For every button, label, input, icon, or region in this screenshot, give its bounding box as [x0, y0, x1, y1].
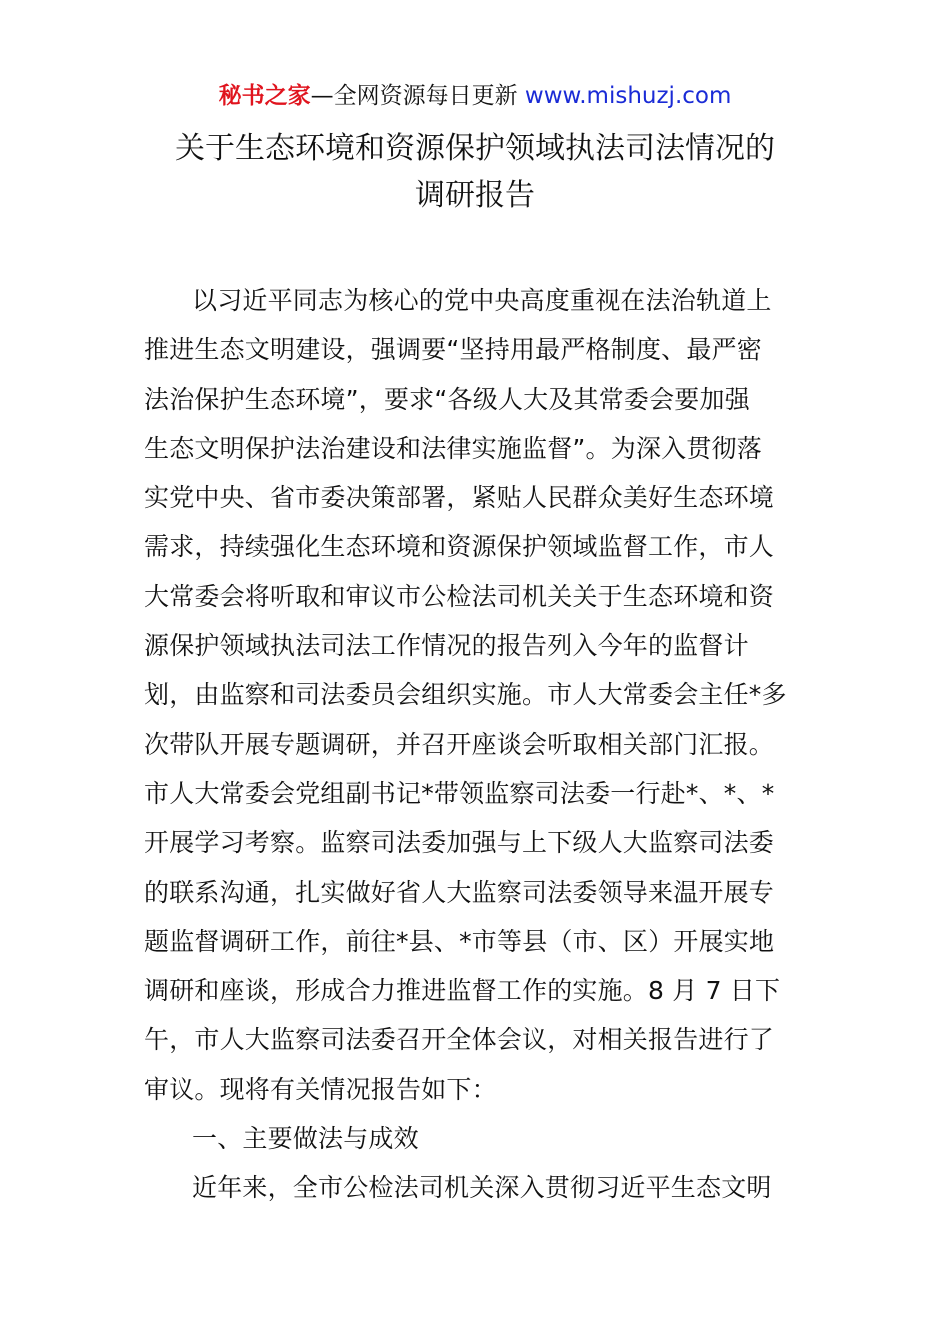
paragraph-line: 审议。现将有关情况报告如下：	[144, 1074, 497, 1104]
document-title-line-2: 调研报告	[415, 178, 535, 213]
paragraph-line: 的联系沟通，扎实做好省人大监察司法委领导来温开展专	[144, 877, 775, 907]
paragraph-line: 以习近平同志为核心的党中央高度重视在法治轨道上	[192, 286, 772, 315]
section-heading: 一、主要做法与成效	[192, 1124, 419, 1154]
paragraph-line: 需求，持续强化生态环境和资源保护领域监督工作，市人	[144, 532, 775, 562]
paragraph-line: 市人大常委会党组副书记*带领监察司法委一行赴*、*、*	[144, 778, 775, 808]
document-title-line-1: 关于生态环境和资源保护领域执法司法情况的	[175, 131, 775, 166]
paragraph-line: 开展学习考察。监察司法委加强与上下级人大监察司法委	[144, 828, 775, 858]
paragraph-line: 题监督调研工作，前往*县、*市等县（市、区）开展实地	[144, 926, 775, 956]
header-tagline: —全网资源每日更新	[310, 83, 525, 109]
paragraph-line: 生态文明保护法治建设和法律实施监督”。为深入贯彻落	[144, 433, 762, 463]
paragraph-line: 调研和座谈，形成合力推进监督工作的实施。8 月 7 日下	[144, 976, 781, 1006]
paragraph-line: 推进生态文明建设，强调要“坚持用最严格制度、最严密	[144, 335, 762, 365]
paragraph-line: 法治保护生态环境”，要求“各级人大及其常委会要加强	[144, 384, 750, 414]
paragraph-line: 午，市人大监察司法委召开全体会议，对相关报告进行了	[144, 1025, 775, 1055]
site-header	[0, 80, 950, 112]
site-url-link[interactable]: www.mishuzj.com	[524, 83, 732, 109]
paragraph-line: 近年来，全市公检法司机关深入贯彻习近平生态文明	[192, 1173, 772, 1203]
paragraph-line: 大常委会将听取和审议市公检法司机关关于生态环境和资	[144, 581, 775, 611]
brand-name: 秘书之家	[218, 83, 311, 109]
paragraph-line: 源保护领域执法司法工作情况的报告列入今年的监督计	[144, 631, 749, 661]
document-body	[144, 276, 806, 1213]
paragraph-line: 划，由监察和司法委员会组织实施。市人大常委会主任*多	[144, 680, 787, 710]
paragraph-line: 次带队开展专题调研，并召开座谈会听取相关部门汇报。	[144, 729, 775, 759]
paragraph-line: 实党中央、省市委决策部署，紧贴人民群众美好生态环境	[144, 483, 775, 513]
